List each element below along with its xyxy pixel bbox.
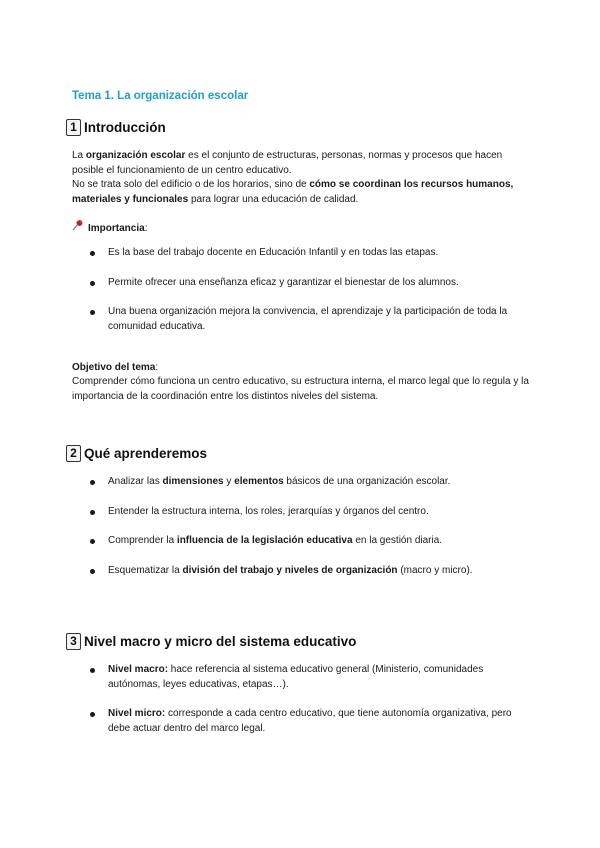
intro-paragraph-2 [72,178,532,207]
section-heading-text: Introducción [84,120,166,135]
section-heading-aprenderemos [66,445,207,462]
list-item-text [108,707,528,736]
list-item-text: Es la base del trabajo docente en Educación Infantil y en todas las etapas. [108,247,439,258]
section-heading-text: Nivel macro y micro del sistema educativo [84,634,357,649]
bullet-icon [90,480,95,485]
text-run: corresponde a cada centro educativo, que tiene autonomía organizativa, pero debe actuar dentro del marco legal. [108,708,512,734]
section-heading-niveles [66,633,356,650]
pushpin-icon [72,219,84,237]
list-item-text: Una buena organización mejora la convivencia, el aprendizaje y la participación de toda la comunidad educativa. [108,306,508,332]
bullet-icon [90,310,95,315]
bullet-icon [90,510,95,515]
section-number-badge: 3 [66,633,81,650]
text-run: en la gestión diaria. [352,535,443,546]
text-run-bold: Nivel macro: [108,664,169,675]
list-item-text [108,534,528,549]
bullet-icon [90,569,95,574]
list-item-text [108,663,528,692]
text-run: La [72,150,86,161]
text-run-bold: Nivel micro: [108,708,166,719]
section-number-badge: 1 [66,119,81,136]
section-heading-text: Qué aprenderemos [84,446,208,461]
text-run-bold: división del trabajo y niveles de organización [182,565,398,576]
text-run: Entender la estructura interna, los roles, jerarquías y órganos del centro. [108,506,429,517]
bullet-icon [90,281,95,286]
text-run: Esquematizar la [108,565,183,576]
objetivo-label-line [72,361,532,376]
text-run-bold: organización escolar [85,150,186,161]
text-run: hace referencia al sistema educativo general (Ministerio, comunidades autónomas, leyes educativas, etapas…). [108,664,484,690]
document-title: Tema 1. La organización escolar [72,90,249,102]
list-item-text [108,505,528,520]
bullet-icon [90,539,95,544]
list-item-text [108,475,528,490]
text-run-bold: cómo se coordinan los recursos humanos, materiales y funcionales [72,179,514,205]
importancia-label-line [72,219,532,237]
text-run: es el conjunto de estructuras, personas, normas y procesos que hacen posible el funcionamiento de un centro educativo. [72,150,503,176]
intro-paragraph-1 [72,149,532,178]
importancia-label: Importancia [88,223,145,234]
text-run-bold: elementos [234,476,284,487]
objetivo-label: Objetivo del tema [72,362,156,373]
section-number-badge: 2 [66,445,81,462]
list-item-text: Permite ofrecer una enseñanza eficaz y garantizar el bienestar de los alumnos. [108,277,459,288]
objetivo-paragraph: Comprender cómo funciona un centro educativo, su estructura interna, el marco legal que lo regula y la importancia de la coordinación entre los distintos niveles del sistema. [72,376,529,402]
text-run: Comprender la [108,535,177,546]
text-run: : [155,362,159,373]
text-run: : [144,223,148,234]
bullet-icon [90,251,95,256]
text-run: (macro y micro). [397,565,473,576]
text-run-bold: dimensiones [162,476,224,487]
text-run: Analizar las [108,476,163,487]
text-run: No se trata solo del edificio o de los horarios, sino de [72,179,310,190]
text-run: y [223,476,235,487]
text-run: para lograr una educación de calidad. [188,193,359,205]
section-heading-introduccion [66,119,166,136]
text-run-bold: influencia de la legislación educativa [176,535,353,546]
list-item-text [108,564,528,579]
text-run: básicos de una organización escolar. [283,476,451,487]
bullet-icon [90,668,95,673]
bullet-icon [90,712,95,717]
